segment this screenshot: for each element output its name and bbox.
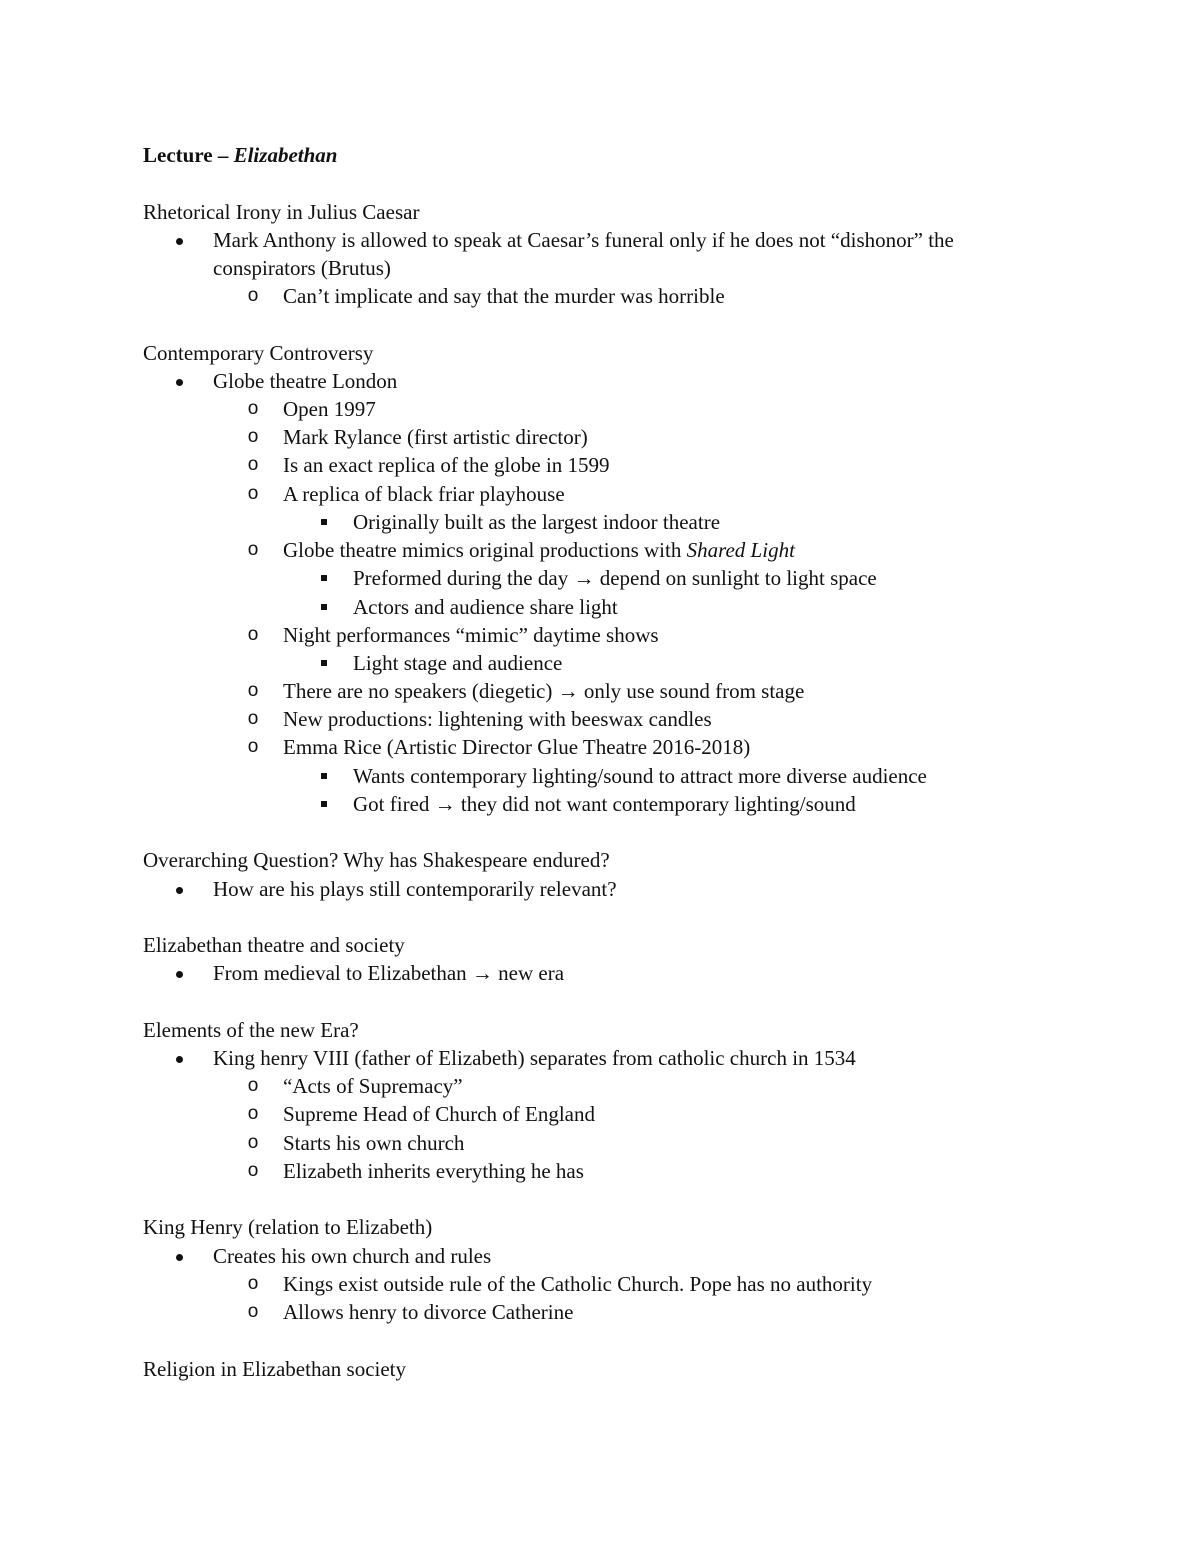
sub-list-item bbox=[247, 1298, 574, 1326]
bullet-square bbox=[319, 564, 329, 592]
section-heading-elizabethan-theatre: Elizabethan theatre and society bbox=[143, 933, 405, 957]
list-item bbox=[213, 959, 564, 987]
sub-list-item bbox=[247, 677, 805, 705]
list-item-text: Globe theatre London bbox=[213, 369, 398, 393]
bullet-circle: o bbox=[247, 1301, 259, 1322]
list-item-text: Can’t implicate and say that the murder was horrible bbox=[283, 284, 725, 308]
list-item-text-prefix: Globe theatre mimics original productions with bbox=[283, 538, 687, 562]
sub-list-item bbox=[247, 1157, 584, 1185]
sub-sub-list-item bbox=[353, 508, 720, 536]
list-item-text: Is an exact replica of the globe in 1599 bbox=[283, 453, 610, 477]
bullet-dot bbox=[173, 959, 185, 987]
list-item-text: Originally built as the largest indoor theatre bbox=[353, 510, 721, 534]
section-heading-contemporary-controversy: Contemporary Controversy bbox=[143, 341, 374, 365]
bullet-dot bbox=[173, 226, 185, 254]
sub-sub-list-item bbox=[353, 790, 856, 818]
sub-list-item bbox=[247, 480, 565, 508]
sub-list-item bbox=[247, 1100, 595, 1128]
bullet-square bbox=[319, 593, 329, 621]
bullet-dot bbox=[173, 367, 185, 395]
list-item-text: Mark Rylance (first artistic director) bbox=[283, 425, 588, 449]
list-item-text: Light stage and audience bbox=[353, 651, 563, 675]
bullet-circle: o bbox=[247, 285, 259, 306]
list-item bbox=[213, 1044, 856, 1072]
document-title bbox=[143, 141, 337, 169]
list-item bbox=[213, 226, 954, 254]
list-item-text: King henry VIII (father of Elizabeth) separates from catholic church in 1534 bbox=[213, 1046, 856, 1070]
list-item-text: Got fired → they did not want contemporary lighting/sound bbox=[353, 792, 856, 816]
section-heading-overarching-question: Overarching Question? Why has Shakespeare endured? bbox=[143, 848, 610, 872]
bullet-circle: o bbox=[247, 736, 259, 757]
bullet-square bbox=[319, 790, 329, 818]
list-item-text: Emma Rice (Artistic Director Glue Theatre 2016-2018) bbox=[283, 735, 751, 759]
bullet-dot bbox=[173, 875, 185, 903]
list-item-continuation: conspirators (Brutus) bbox=[213, 256, 391, 280]
list-item-text: Creates his own church and rules bbox=[213, 1244, 492, 1268]
sub-list-item bbox=[247, 1129, 465, 1157]
sub-sub-list-item bbox=[353, 649, 562, 677]
sub-list-item bbox=[247, 423, 588, 451]
bullet-square bbox=[319, 762, 329, 790]
list-item bbox=[213, 875, 617, 903]
bullet-circle: o bbox=[247, 1273, 259, 1294]
list-item-text: Starts his own church bbox=[283, 1131, 465, 1155]
sub-list-item bbox=[247, 1072, 463, 1100]
bullet-circle: o bbox=[247, 1103, 259, 1124]
list-item-text: A replica of black friar playhouse bbox=[283, 482, 565, 506]
list-item-text: Wants contemporary lighting/sound to attract more diverse audience bbox=[353, 764, 927, 788]
list-item-text-italic: Shared Light bbox=[686, 538, 795, 562]
sub-list-item bbox=[247, 395, 376, 423]
list-item-text: Allows henry to divorce Catherine bbox=[283, 1300, 574, 1324]
bullet-circle: o bbox=[247, 426, 259, 447]
list-item-text: From medieval to Elizabethan → new era bbox=[213, 961, 565, 985]
sub-sub-list-item bbox=[353, 762, 927, 790]
list-item-text: Mark Anthony is allowed to speak at Caesar’s funeral only if he does not “dishonor” the bbox=[213, 228, 954, 252]
sub-list-item bbox=[247, 536, 795, 564]
section-heading-king-henry: King Henry (relation to Elizabeth) bbox=[143, 1215, 433, 1239]
list-item-text: “Acts of Supremacy” bbox=[283, 1074, 463, 1098]
list-item-text: There are no speakers (diegetic) → only use sound from stage bbox=[283, 679, 805, 703]
sub-list-item bbox=[247, 282, 725, 310]
sub-list-item bbox=[247, 1270, 873, 1298]
sub-list-item bbox=[247, 705, 712, 733]
sub-list-item bbox=[247, 621, 659, 649]
list-item-text: How are his plays still contemporarily relevant? bbox=[213, 877, 617, 901]
title-emphasis: Elizabethan bbox=[233, 143, 338, 167]
list-item bbox=[213, 367, 397, 395]
section-heading-religion: Religion in Elizabethan society bbox=[143, 1357, 407, 1381]
bullet-square bbox=[319, 508, 329, 536]
bullet-dot bbox=[173, 1044, 185, 1072]
bullet-circle: o bbox=[247, 680, 259, 701]
list-item-text: Preformed during the day → depend on sunlight to light space bbox=[353, 566, 877, 590]
list-item-text: New productions: lightening with beeswax candles bbox=[283, 707, 712, 731]
list-item-text: Supreme Head of Church of England bbox=[283, 1102, 595, 1126]
bullet-square bbox=[319, 649, 329, 677]
list-item-text: Night performances “mimic” daytime shows bbox=[283, 623, 659, 647]
sub-sub-list-item bbox=[353, 564, 877, 592]
bullet-circle: o bbox=[247, 454, 259, 475]
section-heading-rhetorical-irony: Rhetorical Irony in Julius Caesar bbox=[143, 200, 420, 224]
list-item-text: Elizabeth inherits everything he has bbox=[283, 1159, 584, 1183]
bullet-circle: o bbox=[247, 1075, 259, 1096]
sub-list-item bbox=[247, 733, 751, 761]
bullet-dot bbox=[173, 1242, 185, 1270]
bullet-circle: o bbox=[247, 483, 259, 504]
bullet-circle: o bbox=[247, 1132, 259, 1153]
sub-sub-list-item bbox=[353, 593, 618, 621]
bullet-circle: o bbox=[247, 708, 259, 729]
section-heading-new-era: Elements of the new Era? bbox=[143, 1018, 359, 1042]
list-item-text: Actors and audience share light bbox=[353, 595, 618, 619]
bullet-circle: o bbox=[247, 624, 259, 645]
bullet-circle: o bbox=[247, 398, 259, 419]
list-item-text: Kings exist outside rule of the Catholic Church. Pope has no authority bbox=[283, 1272, 873, 1296]
bullet-circle: o bbox=[247, 1160, 259, 1181]
title-prefix: Lecture – bbox=[143, 143, 234, 167]
list-item bbox=[213, 1242, 491, 1270]
list-item-text: Open 1997 bbox=[283, 397, 376, 421]
sub-list-item bbox=[247, 451, 610, 479]
bullet-circle: o bbox=[247, 539, 259, 560]
